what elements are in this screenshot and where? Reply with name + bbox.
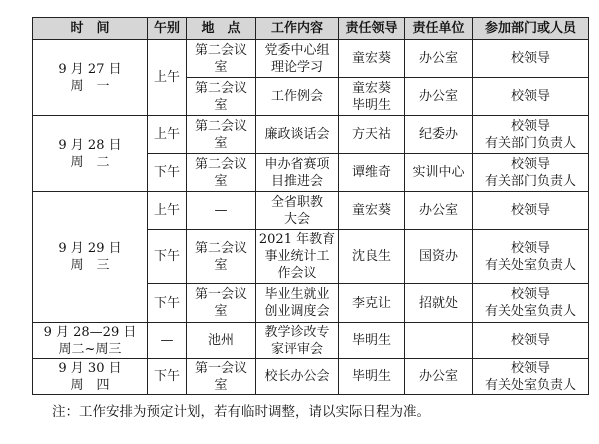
unit-cell: 实训中心 bbox=[405, 154, 473, 192]
footnote: 注：工作安排为预定计划，若有临时调整，请以实际日程为准。 bbox=[52, 404, 430, 420]
content-cell bbox=[256, 78, 339, 116]
content-cell bbox=[256, 230, 339, 284]
content-line: 创业调度会 bbox=[264, 304, 330, 319]
content-line: 工作例会 bbox=[270, 89, 323, 104]
leader-cell bbox=[339, 40, 405, 78]
table-row bbox=[33, 40, 589, 78]
unit-cell: 纪委办 bbox=[405, 116, 473, 154]
period-cell: 上午 bbox=[148, 192, 187, 230]
content-line: 事业统计工 bbox=[264, 249, 330, 264]
content-line: 申办省赛项 bbox=[264, 156, 330, 172]
date-text: 9 月 29 日 bbox=[58, 241, 122, 256]
date-text: 9 月 27 日 bbox=[58, 61, 122, 77]
participant-line: 有关处室负责人 bbox=[484, 304, 576, 319]
unit-cell: 国资办 bbox=[405, 230, 473, 284]
content-cell bbox=[256, 40, 339, 78]
weekday-text: 周 一 bbox=[70, 78, 110, 94]
leader-cell bbox=[339, 154, 405, 192]
header-time: 时 间 bbox=[33, 18, 148, 40]
content-line: 目推进会 bbox=[270, 173, 323, 189]
content-line: 作会议 bbox=[277, 266, 317, 281]
place-cell: 第一会议室 bbox=[187, 284, 256, 323]
table-row bbox=[33, 359, 589, 395]
weekday-text: 周 二 bbox=[70, 154, 110, 170]
place-cell: 第二会议室 bbox=[187, 40, 256, 78]
participant-line: 校领导 bbox=[510, 333, 550, 348]
participants-cell bbox=[473, 116, 589, 154]
leader-cell bbox=[339, 323, 405, 359]
date-text: 9 月 30 日 bbox=[58, 360, 122, 376]
content-line: 理论学习 bbox=[270, 59, 323, 75]
participant-line: 校领导 bbox=[510, 156, 550, 172]
unit-cell: 办公室 bbox=[405, 40, 473, 78]
participants-cell bbox=[473, 154, 589, 192]
date-cell bbox=[33, 359, 148, 395]
place-cell: 第二会议室 bbox=[187, 230, 256, 284]
participants-cell bbox=[473, 359, 589, 395]
unit-cell: 招就处 bbox=[405, 284, 473, 323]
place-cell: 第一会议室 bbox=[187, 359, 256, 395]
participants-cell bbox=[473, 323, 589, 359]
participants-cell bbox=[473, 192, 589, 230]
period-cell: — bbox=[148, 323, 187, 359]
unit-cell: 办公室 bbox=[405, 359, 473, 395]
content-cell bbox=[256, 154, 339, 192]
leader-line: 李克让 bbox=[351, 295, 391, 311]
participant-line: 校领导 bbox=[510, 360, 550, 376]
unit-cell: 办公室 bbox=[405, 78, 473, 116]
content-line: 2021 年教育 bbox=[258, 232, 336, 247]
header-place: 地 点 bbox=[187, 18, 256, 40]
header-unit: 责任单位 bbox=[405, 18, 473, 40]
weekday-text: 周 四 bbox=[70, 377, 110, 393]
content-line: 全省职教 bbox=[270, 194, 323, 210]
leader-line: 毕明生 bbox=[351, 369, 391, 384]
content-cell bbox=[256, 323, 339, 359]
place-cell: — bbox=[187, 192, 256, 230]
date-text: 9 月 28 日 bbox=[58, 137, 122, 153]
content-line: 党委中心组 bbox=[264, 42, 330, 58]
leader-line: 童宏葵 bbox=[351, 80, 391, 96]
participant-line: 校领导 bbox=[510, 118, 550, 134]
leader-line: 童宏葵 bbox=[351, 203, 391, 218]
date-cell bbox=[33, 192, 148, 323]
leader-cell bbox=[339, 116, 405, 154]
place-cell: 第二会议室 bbox=[187, 154, 256, 192]
participants-cell bbox=[473, 230, 589, 284]
content-line: 毕业生就业 bbox=[264, 287, 330, 302]
header-leader: 责任领导 bbox=[339, 18, 405, 40]
participant-line: 校领导 bbox=[510, 287, 550, 302]
date-cell bbox=[33, 40, 148, 116]
participant-line: 校领导 bbox=[510, 89, 550, 104]
leader-line: 谭维奇 bbox=[351, 165, 391, 180]
place-cell: 池州 bbox=[187, 323, 256, 359]
schedule-table bbox=[32, 17, 589, 395]
content-cell bbox=[256, 359, 339, 395]
table-row bbox=[33, 323, 589, 359]
participant-line: 有关处室负责人 bbox=[484, 377, 576, 393]
participant-line: 有关部门负责人 bbox=[484, 173, 576, 189]
weekday-text: 周二~周三 bbox=[58, 341, 122, 357]
participants-cell bbox=[473, 284, 589, 323]
content-line: 大会 bbox=[283, 211, 310, 227]
period-cell: 上午 bbox=[148, 116, 187, 154]
place-cell: 第二会议室 bbox=[187, 78, 256, 116]
header-content: 工作内容 bbox=[256, 18, 339, 40]
leader-cell bbox=[339, 284, 405, 323]
participants-cell bbox=[473, 78, 589, 116]
period-cell: 下午 bbox=[148, 359, 187, 395]
leader-cell bbox=[339, 230, 405, 284]
leader-line: 沈良生 bbox=[351, 249, 391, 264]
participant-line: 有关处室负责人 bbox=[484, 257, 576, 273]
leader-cell bbox=[339, 78, 405, 116]
content-cell bbox=[256, 284, 339, 323]
period-cell: 下午 bbox=[148, 284, 187, 323]
date-text: 9 月 28—29 日 bbox=[43, 324, 137, 340]
header-participants: 参加部门或人员 bbox=[473, 18, 589, 40]
period-cell: 下午 bbox=[148, 230, 187, 284]
content-cell bbox=[256, 116, 339, 154]
leader-line: 毕明生 bbox=[351, 97, 391, 113]
participant-line: 有关部门负责人 bbox=[484, 135, 576, 151]
participant-line: 校领导 bbox=[510, 203, 550, 218]
leader-cell bbox=[339, 192, 405, 230]
unit-cell bbox=[405, 323, 473, 359]
leader-line: 童宏葵 bbox=[351, 51, 391, 66]
date-cell bbox=[33, 116, 148, 192]
place-cell: 第二会议室 bbox=[187, 116, 256, 154]
content-line: 教学诊改专 bbox=[264, 324, 330, 340]
unit-cell: 办公室 bbox=[405, 192, 473, 230]
participant-line: 校领导 bbox=[510, 240, 550, 256]
table-row bbox=[33, 116, 589, 154]
date-cell bbox=[33, 323, 148, 359]
leader-line: 毕明生 bbox=[351, 333, 391, 348]
leader-cell bbox=[339, 359, 405, 395]
weekday-text: 周 三 bbox=[70, 258, 110, 273]
period-cell: 下午 bbox=[148, 154, 187, 192]
content-line: 校长办公会 bbox=[264, 369, 330, 384]
table-header-row bbox=[33, 18, 589, 40]
period-cell: 上午 bbox=[148, 40, 187, 116]
table-row bbox=[33, 192, 589, 230]
content-line: 廉政谈话会 bbox=[264, 127, 330, 142]
participants-cell bbox=[473, 40, 589, 78]
content-cell bbox=[256, 192, 339, 230]
participant-line: 校领导 bbox=[510, 51, 550, 66]
leader-line: 方天祜 bbox=[351, 127, 391, 142]
header-period: 午别 bbox=[148, 18, 187, 40]
content-line: 家评审会 bbox=[270, 341, 323, 357]
